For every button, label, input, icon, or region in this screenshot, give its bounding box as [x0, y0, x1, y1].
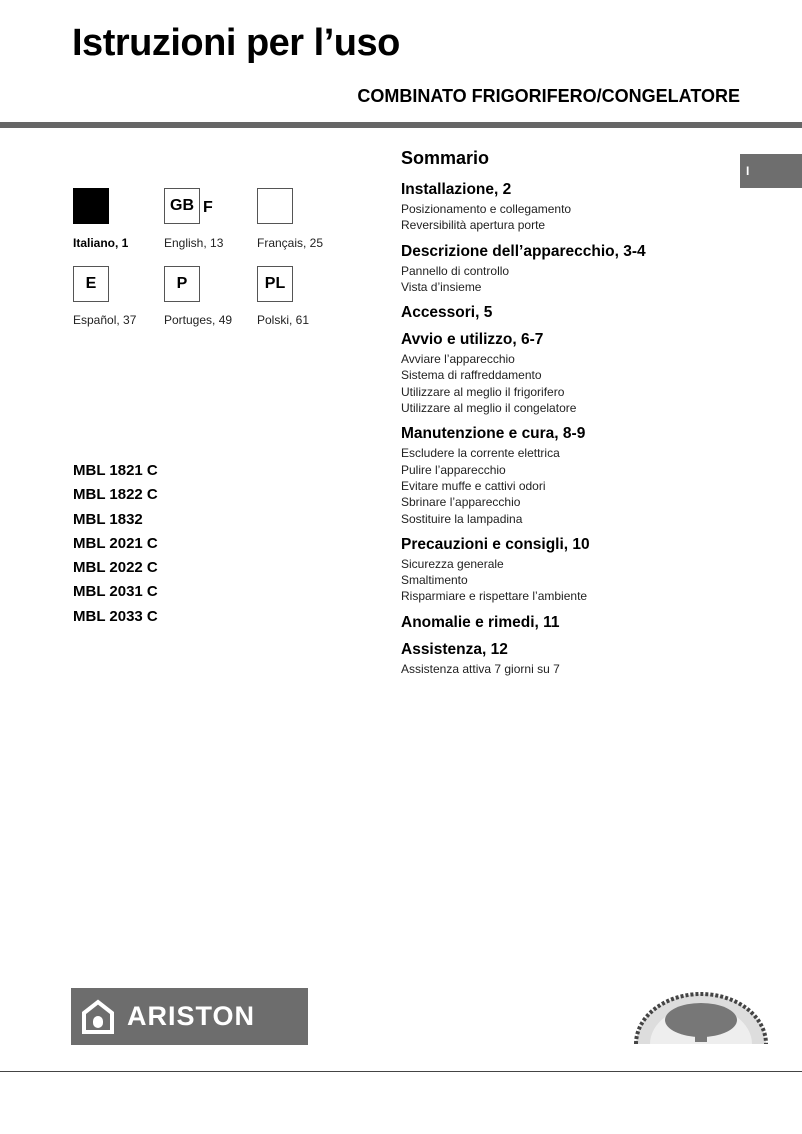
toc-entry: Vista d’insieme	[401, 279, 482, 294]
toc-entry: Evitare muffe e cattivi odori	[401, 478, 546, 493]
toc-entry: Posizionamento e collegamento	[401, 202, 572, 216]
toc-section-title: Accessori, 5	[401, 304, 493, 322]
language-label-polski: Polski, 61	[257, 313, 310, 327]
language-box-p: P	[164, 266, 200, 302]
model-item: MBL 2033 C	[73, 607, 158, 625]
toc-section-title: Assistenza, 12	[401, 640, 508, 658]
language-label-italiano: Italiano, 1	[73, 236, 129, 250]
toc-section-title: Avvio e utilizzo, 6-7	[401, 331, 544, 349]
toc-section-title: Descrizione dell’apparecchio, 3-4	[401, 242, 646, 260]
language-tab: I	[740, 154, 802, 188]
footer-divider	[0, 1071, 802, 1072]
toc-entry: Pannello di controllo	[401, 263, 510, 278]
language-box-pl: PL	[257, 266, 293, 302]
language-label-espanol: Español, 37	[73, 313, 137, 327]
toc-entry: Risparmiare e rispettare l’ambiente	[401, 589, 588, 604]
language-label-francais: Français, 25	[257, 236, 324, 250]
toc-entry: Sbrinare l’apparecchio	[401, 495, 521, 510]
toc-entry: Pulire l’apparecchio	[401, 462, 506, 477]
language-box-gb: GB	[164, 188, 200, 224]
toc-section-title: Anomalie e rimedi, 11	[401, 613, 560, 631]
toc-entry: Sicurezza generale	[401, 556, 504, 571]
page-title: Istruzioni per l’uso	[72, 22, 400, 64]
toc-entry: Avviare l’apparecchio	[401, 352, 515, 367]
toc-sections	[401, 181, 731, 677]
model-item: MBL 1821 C	[73, 462, 158, 479]
cfc-free-seal	[630, 990, 772, 1048]
page-subtitle: COMBINATO FRIGORIFERO/CONGELATORE	[357, 86, 740, 106]
brand-name: ARISTON	[127, 1001, 256, 1031]
model-item: MBL 1822 C	[73, 486, 158, 504]
model-item: MBL 2031 C	[73, 583, 158, 601]
toc-entry: Assistenza attiva 7 giorni su 7	[401, 661, 560, 676]
toc-entry: Smaltimento	[401, 573, 468, 588]
language-label-english: English, 13	[164, 236, 224, 250]
toc-entry: Utilizzare al meglio il frigorifero	[401, 384, 565, 399]
toc-section-title: Precauzioni e consigli, 10	[401, 535, 590, 553]
toc-heading: Sommario	[401, 148, 490, 168]
model-item: MBL 2022 C	[73, 559, 158, 577]
toc-entry: Reversibilità apertura porte	[401, 218, 546, 233]
toc-entry: Escludere la corrente elettrica	[401, 446, 560, 461]
model-item: MBL 1832	[73, 510, 143, 528]
model-list	[73, 462, 158, 632]
header-divider	[0, 122, 802, 128]
toc-section-title: Installazione, 2	[401, 181, 512, 198]
table-of-contents	[401, 148, 731, 677]
language-label-portuges: Portuges, 49	[164, 313, 233, 327]
toc-entry: Utilizzare al meglio il congelatore	[401, 401, 577, 416]
ariston-logo	[71, 988, 308, 1045]
language-code-f: F	[203, 199, 213, 216]
toc-entry: Sostituire la lampadina	[401, 511, 523, 526]
language-box-e: E	[73, 266, 109, 302]
language-box-empty	[257, 188, 293, 224]
model-item: MBL 2021 C	[73, 534, 158, 552]
toc-entry: Sistema di raffreddamento	[401, 368, 542, 383]
language-box-italiano	[73, 188, 109, 224]
toc-section-title: Manutenzione e cura, 8-9	[401, 425, 586, 443]
house-icon	[81, 999, 115, 1035]
